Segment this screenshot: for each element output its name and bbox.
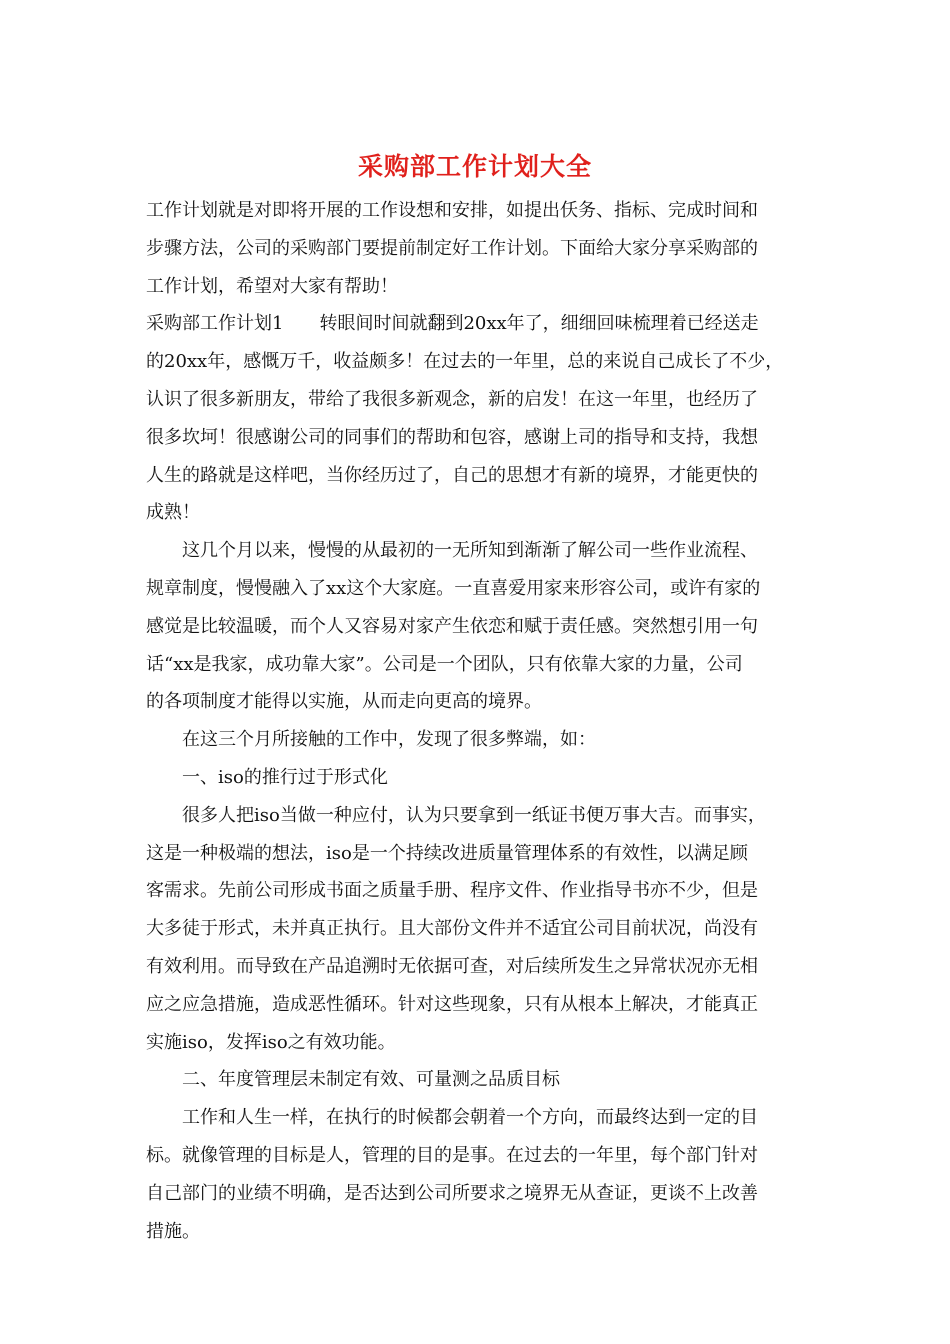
text-line (146, 1137, 814, 1175)
text-line-content: 在这三个月所接触的工作中，发现了很多弊端，如： (182, 729, 596, 751)
text-line-content: 这是一种极端的想法，iso是一个持续改进质量管理体系的有效性，以满足顾 (146, 842, 748, 864)
text-line-content: 成熟！ (146, 502, 200, 524)
text-line-content: 二、年度管理层未制定有效、可量测之品质目标 (182, 1069, 560, 1091)
text-line-content: 很多坎坷！很感谢公司的同事们的帮助和包容，感谢上司的指导和支持，我想 (146, 426, 758, 448)
text-line (146, 835, 814, 873)
text-line (146, 797, 814, 835)
text-line-content: 工作计划，希望对大家有帮助！ (146, 275, 398, 297)
text-line (146, 343, 814, 381)
text-line (146, 1099, 814, 1137)
text-line (146, 646, 814, 684)
text-line (146, 532, 814, 570)
text-line-content: 工作和人生一样，在执行的时候都会朝着一个方向，而最终达到一定的目 (182, 1107, 758, 1129)
text-line (146, 910, 814, 948)
text-line (146, 192, 814, 230)
text-line (146, 948, 814, 986)
text-line (146, 721, 814, 759)
text-line-content: 话“xx是我家，成功靠大家”。公司是一个团队，只有依靠大家的力量，公司 (146, 653, 743, 675)
text-line (146, 494, 814, 532)
text-line-content: 一、iso的推行过于形式化 (182, 766, 388, 788)
text-line-content: 的各项制度才能得以实施，从而走向更高的境界。 (146, 691, 542, 713)
text-line (146, 1213, 814, 1251)
text-line (146, 457, 814, 495)
text-line (146, 1024, 814, 1062)
text-line (146, 1061, 814, 1099)
document-title: 采购部工作计划大全 (357, 152, 592, 181)
text-line-content: 采购部工作计划1 (146, 313, 284, 335)
text-line-content: 客需求。先前公司形成书面之质量手册、程序文件、作业指导书亦不少，但是 (146, 880, 758, 902)
text-line-content: 大多徒于形式，未并真正执行。且大部份文件并不适宜公司目前状况，尚没有 (146, 918, 758, 940)
text-line-content: 的20xx年，感慨万千，收益颇多！在过去的一年里，总的来说自己成长了不少， (146, 351, 784, 373)
document-body (146, 192, 814, 1250)
text-line-content: 感觉是比较温暖，而个人又容易对家产生依恋和赋于责任感。突然想引用一句 (146, 615, 758, 637)
text-line-content: 实施iso，发挥iso之有效功能。 (146, 1031, 396, 1053)
text-line (146, 986, 814, 1024)
text-line-tail: 转眼间时间就翻到20xx年了，细细回味梳理着已经送走 (319, 313, 759, 335)
text-line (146, 872, 814, 910)
text-line (146, 759, 814, 797)
text-line (146, 683, 814, 721)
text-line (146, 570, 814, 608)
text-line-content: 工作计划就是对即将开展的工作设想和安排，如提出仸务、指标、完成时间和 (146, 200, 758, 221)
text-line (146, 230, 814, 268)
text-line-content: 应之应急措施，造成恶性循环。针对这些现象，只有从根本上解决，才能真正 (146, 993, 758, 1015)
text-line-content: 措施。 (146, 1220, 200, 1242)
text-line (146, 608, 814, 646)
text-line-content: 很多人把iso当做一种应付，认为只要拿到一纸证书便万事大吉。而事实， (182, 804, 766, 826)
text-line (146, 419, 814, 457)
text-line-content: 标。就像管理的目标是人，管理的目的是事。在过去的一年里，每个部门针对 (146, 1144, 758, 1166)
text-line-content: 这几个月以来，慢慢的从最初的一无所知到渐渐了解公司一些作业流程、 (182, 540, 758, 562)
text-line-content: 步骤方法，公司的采购部门要提前制定好工作计划。下面给大家分享采购部的 (146, 237, 758, 259)
text-line-content: 自己部门的业绩不明确，是否达到公司所要求之境界无从查证，更谈不上改善 (146, 1182, 758, 1204)
text-line (146, 305, 814, 343)
text-line-content: 规章制度，慢慢融入了xx这个大家庭。一直喜爱用家来形容公司，或许有家的 (146, 577, 761, 599)
text-line (146, 268, 814, 306)
text-line (146, 1175, 814, 1213)
text-line-content: 认识了很多新朋友，带给了我很多新观念，新的启发！在这一年里，也经历了 (146, 388, 758, 410)
text-line (146, 381, 814, 419)
text-line-content: 有效利用。而导致在产品追溯时无依据可查，对后续所发生之异常状况亦无相 (146, 955, 758, 977)
text-line-content: 人生的路就是这样吧，当你经历过了，自己的思想才有新的境界，才能更快的 (146, 464, 758, 486)
